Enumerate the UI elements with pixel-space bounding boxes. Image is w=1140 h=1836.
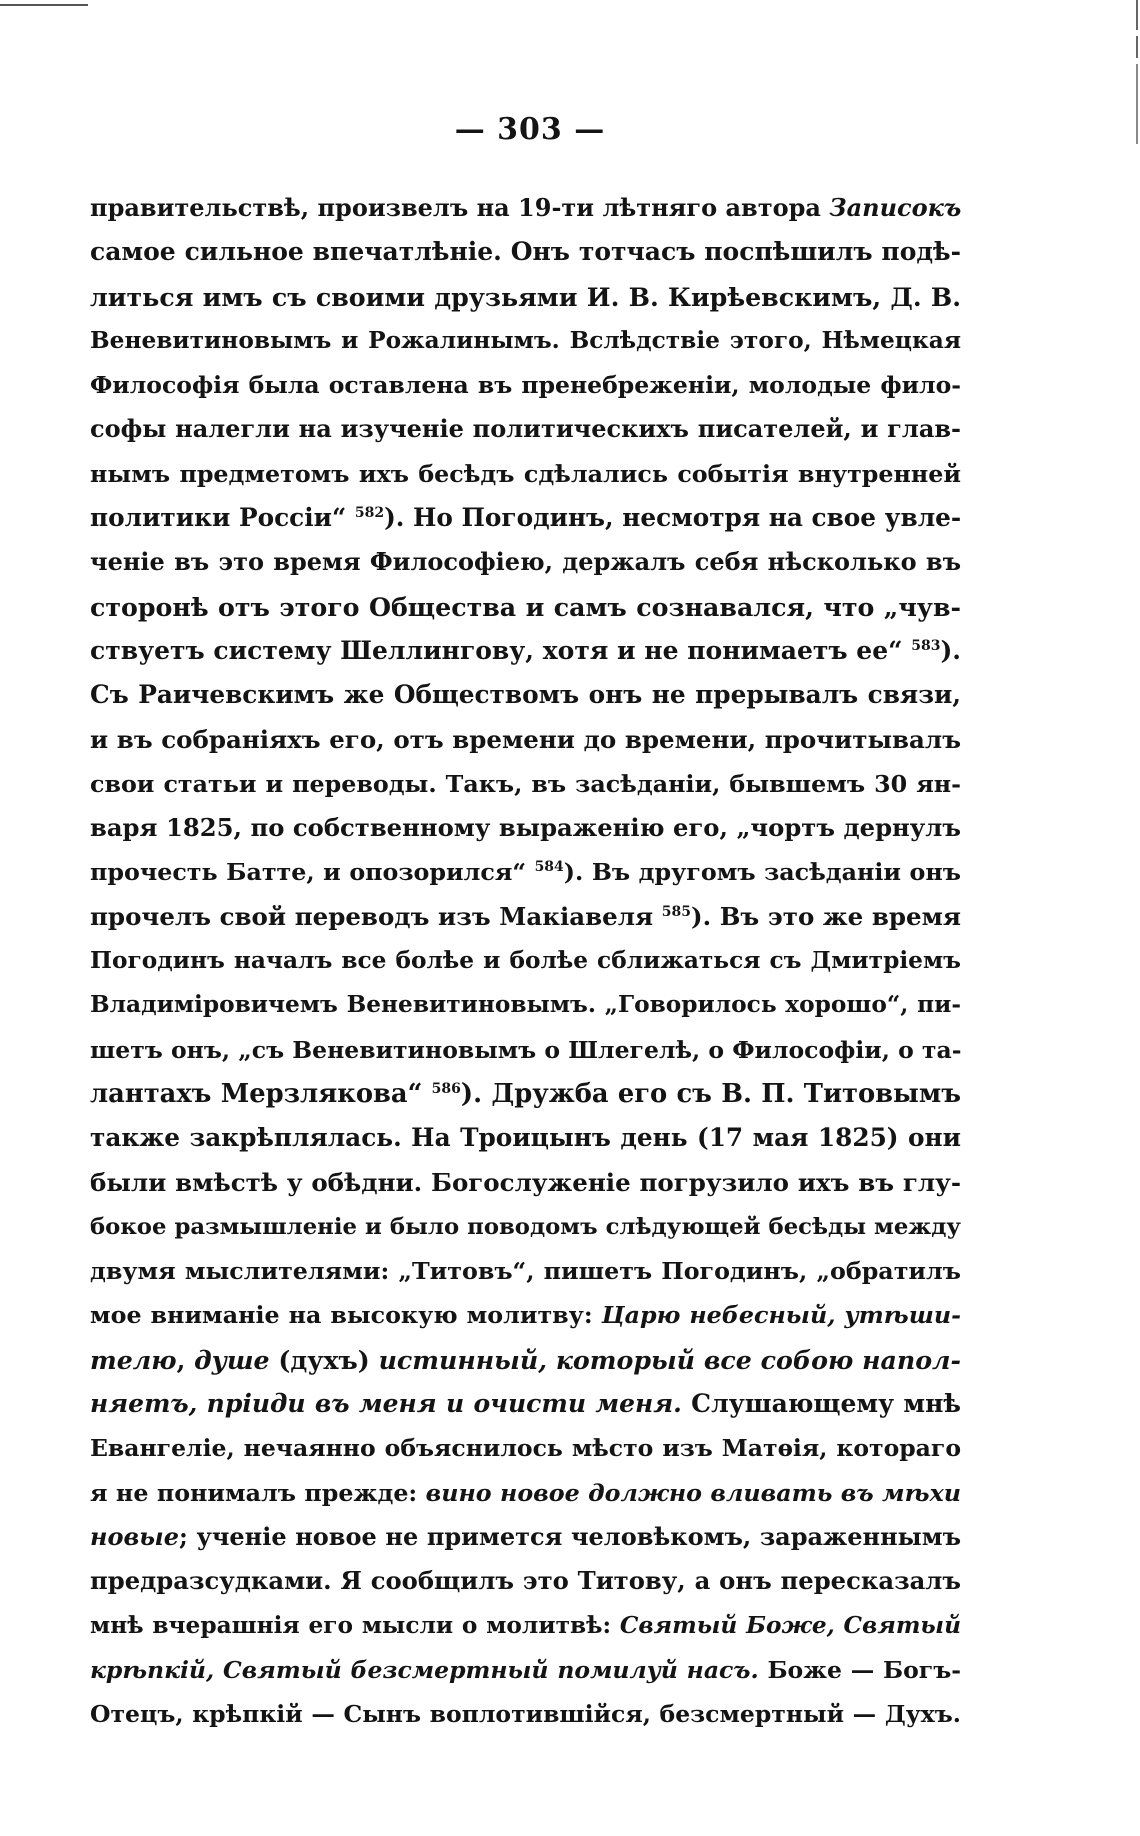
text-segment: политики Россіи“ [90, 503, 355, 533]
text-segment: также закрѣплялась. На Троицынъ день (17 мая 1825) они [90, 1123, 961, 1153]
top-rule [0, 4, 88, 6]
text-segment: , [176, 1344, 195, 1375]
text-line [90, 762, 961, 806]
text-line [90, 452, 961, 496]
page-number: — 303 — [454, 112, 606, 147]
text-line [90, 319, 961, 363]
italic-text: вино новое должно вливать въ мѣхи [425, 1478, 961, 1507]
italic-text: душе [194, 1344, 270, 1375]
text-segment: прочелъ свой переводъ изъ Макіавеля [90, 901, 662, 931]
text-segment: ). Но Погодинъ, несмотря на свое увле- [384, 503, 961, 533]
text-line [90, 1161, 961, 1205]
text-segment: шетъ онъ, „съ Веневитиновымъ о Шлегелѣ, о Философіи, о та- [90, 1035, 961, 1064]
text-segment: нымъ предметомъ ихъ бесѣдъ сдѣлались событія внутренней [90, 459, 961, 488]
italic-text: Царю небесный, утѣши- [601, 1301, 961, 1330]
text-line [90, 230, 961, 274]
text-segment: и въ собраніяхъ его, отъ времени до времени, прочитывалъ [90, 724, 961, 754]
text-line [90, 850, 961, 894]
text-line [90, 1648, 961, 1692]
text-line [90, 186, 961, 230]
text-segment: лантахъ Мерзлякова“ [90, 1078, 432, 1109]
page-edge-mark [1136, 0, 1138, 30]
text-line [90, 1382, 961, 1426]
text-segment: прочесть Батте, и опозорился“ [90, 858, 535, 887]
text-line [90, 718, 961, 762]
text-segment: двумя мыслителями: „Титовъ“, пишетъ Погодинъ, „обратилъ [90, 1257, 961, 1286]
text-line [90, 629, 961, 673]
text-segment: мнѣ вчерашнія его мысли о молитвѣ: [90, 1611, 620, 1639]
text-line [90, 895, 961, 939]
footnote-ref: 582 [354, 505, 385, 522]
text-segment: Погодинъ началъ все болѣе и болѣе сближаться съ Дмитріемъ [90, 947, 961, 975]
text-segment: бокое размышленіе и было поводомъ слѣдующей бесѣды между [90, 1213, 961, 1240]
text-segment: ). Въ другомъ засѣданіи онъ [563, 858, 961, 887]
footnote-ref: 584 [534, 859, 564, 876]
text-line [90, 1293, 961, 1337]
italic-text: Записокъ [829, 193, 961, 222]
text-line [90, 1249, 961, 1293]
text-segment: ). Дружба его съ В. П. Титовымъ [460, 1078, 961, 1109]
footnote-ref: 585 [661, 903, 691, 920]
text-segment: литься имъ съ своими друзьями И. В. Кирѣевскимъ, Д. В. [90, 281, 961, 312]
italic-text: крѣпкій, Святый безсмертный помилуй насъ. [90, 1655, 759, 1684]
text-line [90, 1559, 961, 1603]
text-segment: Веневитиновымъ и Рожалинымъ. Вслѣдствіе этого, Нѣмецкая [90, 326, 961, 354]
text-line [90, 673, 961, 717]
text-line [90, 1692, 961, 1736]
italic-text: истинный, который все собою напол- [378, 1344, 961, 1375]
text-segment: я не понималъ прежде: [90, 1478, 426, 1507]
text-segment: сторонѣ отъ этого Общества и самъ сознавался, что „чув- [90, 591, 961, 622]
text-segment: Владиміровичемъ Веневитиновымъ. „Говорилось хорошо“, пи- [90, 991, 961, 1019]
text-line [90, 1471, 961, 1515]
text-segment: самое сильное впечатлѣніе. Онъ тотчасъ поспѣшилъ подѣ- [90, 237, 961, 267]
page-edge-mark [1136, 36, 1138, 58]
text-line [90, 363, 961, 407]
text-segment: Слушающему мнѣ [681, 1389, 961, 1419]
text-line [90, 1072, 961, 1116]
text-line [90, 540, 961, 584]
text-segment: (духъ) [269, 1344, 379, 1375]
text-segment: ). [940, 635, 961, 665]
text-line [90, 1515, 961, 1559]
italic-text: няетъ, пріиди въ меня и очисти меня. [90, 1389, 682, 1419]
text-segment: ). Въ это же время [690, 901, 961, 931]
text-segment: ствуетъ систему Шеллингову, хотя и не понимаетъ ее“ [90, 635, 912, 665]
italic-text: Святый Боже, Святый [619, 1611, 961, 1639]
italic-text: новые [90, 1521, 179, 1551]
text-segment: свои статьи и переводы. Такъ, въ засѣданіи, бывшемъ 30 ян- [90, 769, 961, 798]
text-line [90, 1338, 961, 1382]
italic-text: телю [90, 1344, 177, 1375]
text-line [90, 496, 961, 540]
text-line [90, 1604, 961, 1648]
text-line [90, 1426, 961, 1470]
text-segment: ; ученіе новое не примется человѣкомъ, зараженнымъ [178, 1521, 961, 1551]
text-segment: Отецъ, крѣпкій — Сынъ воплотившійся, безсмертный — Духъ. [90, 1700, 961, 1729]
footnote-ref: 583 [911, 637, 941, 654]
body-text [90, 186, 961, 1736]
text-line [90, 1116, 961, 1160]
text-line [90, 1028, 961, 1072]
text-line [90, 806, 961, 850]
text-segment: были вмѣстѣ у обѣдни. Богослуженіе погрузило ихъ въ глу- [90, 1167, 961, 1197]
text-line [90, 275, 961, 319]
text-segment: предразсудками. Я сообщилъ это Титову, а онъ пересказалъ [90, 1566, 961, 1596]
text-segment: Боже — Богъ- [758, 1655, 961, 1684]
text-segment: правительствѣ, произвелъ на 19-ти лѣтняго автора [90, 193, 830, 222]
text-segment: ченіе въ это время Философіею, держалъ себя нѣсколько въ [90, 547, 961, 577]
text-segment: варя 1825, по собственному выраженію его, „чортъ дернулъ [90, 813, 961, 843]
text-segment: мое вниманіе на высокую молитву: [90, 1301, 602, 1330]
text-segment: Философія была оставлена въ пренебреженіи, молодые фило- [90, 371, 961, 400]
text-segment: софы налегли на изученіе политическихъ писателей, и глав- [90, 414, 961, 444]
text-line [90, 585, 961, 629]
text-line [90, 407, 961, 451]
text-line [90, 939, 961, 983]
text-line [90, 983, 961, 1027]
page-edge-mark [1136, 64, 1138, 144]
text-line [90, 1205, 961, 1249]
text-segment: Евангеліе, нечаянно объяснилось мѣсто изъ Матѳія, котораго [90, 1434, 961, 1463]
text-segment: Съ Раичевскимъ же Обществомъ онъ не прерывалъ связи, [90, 680, 961, 710]
footnote-ref: 586 [431, 1080, 461, 1097]
